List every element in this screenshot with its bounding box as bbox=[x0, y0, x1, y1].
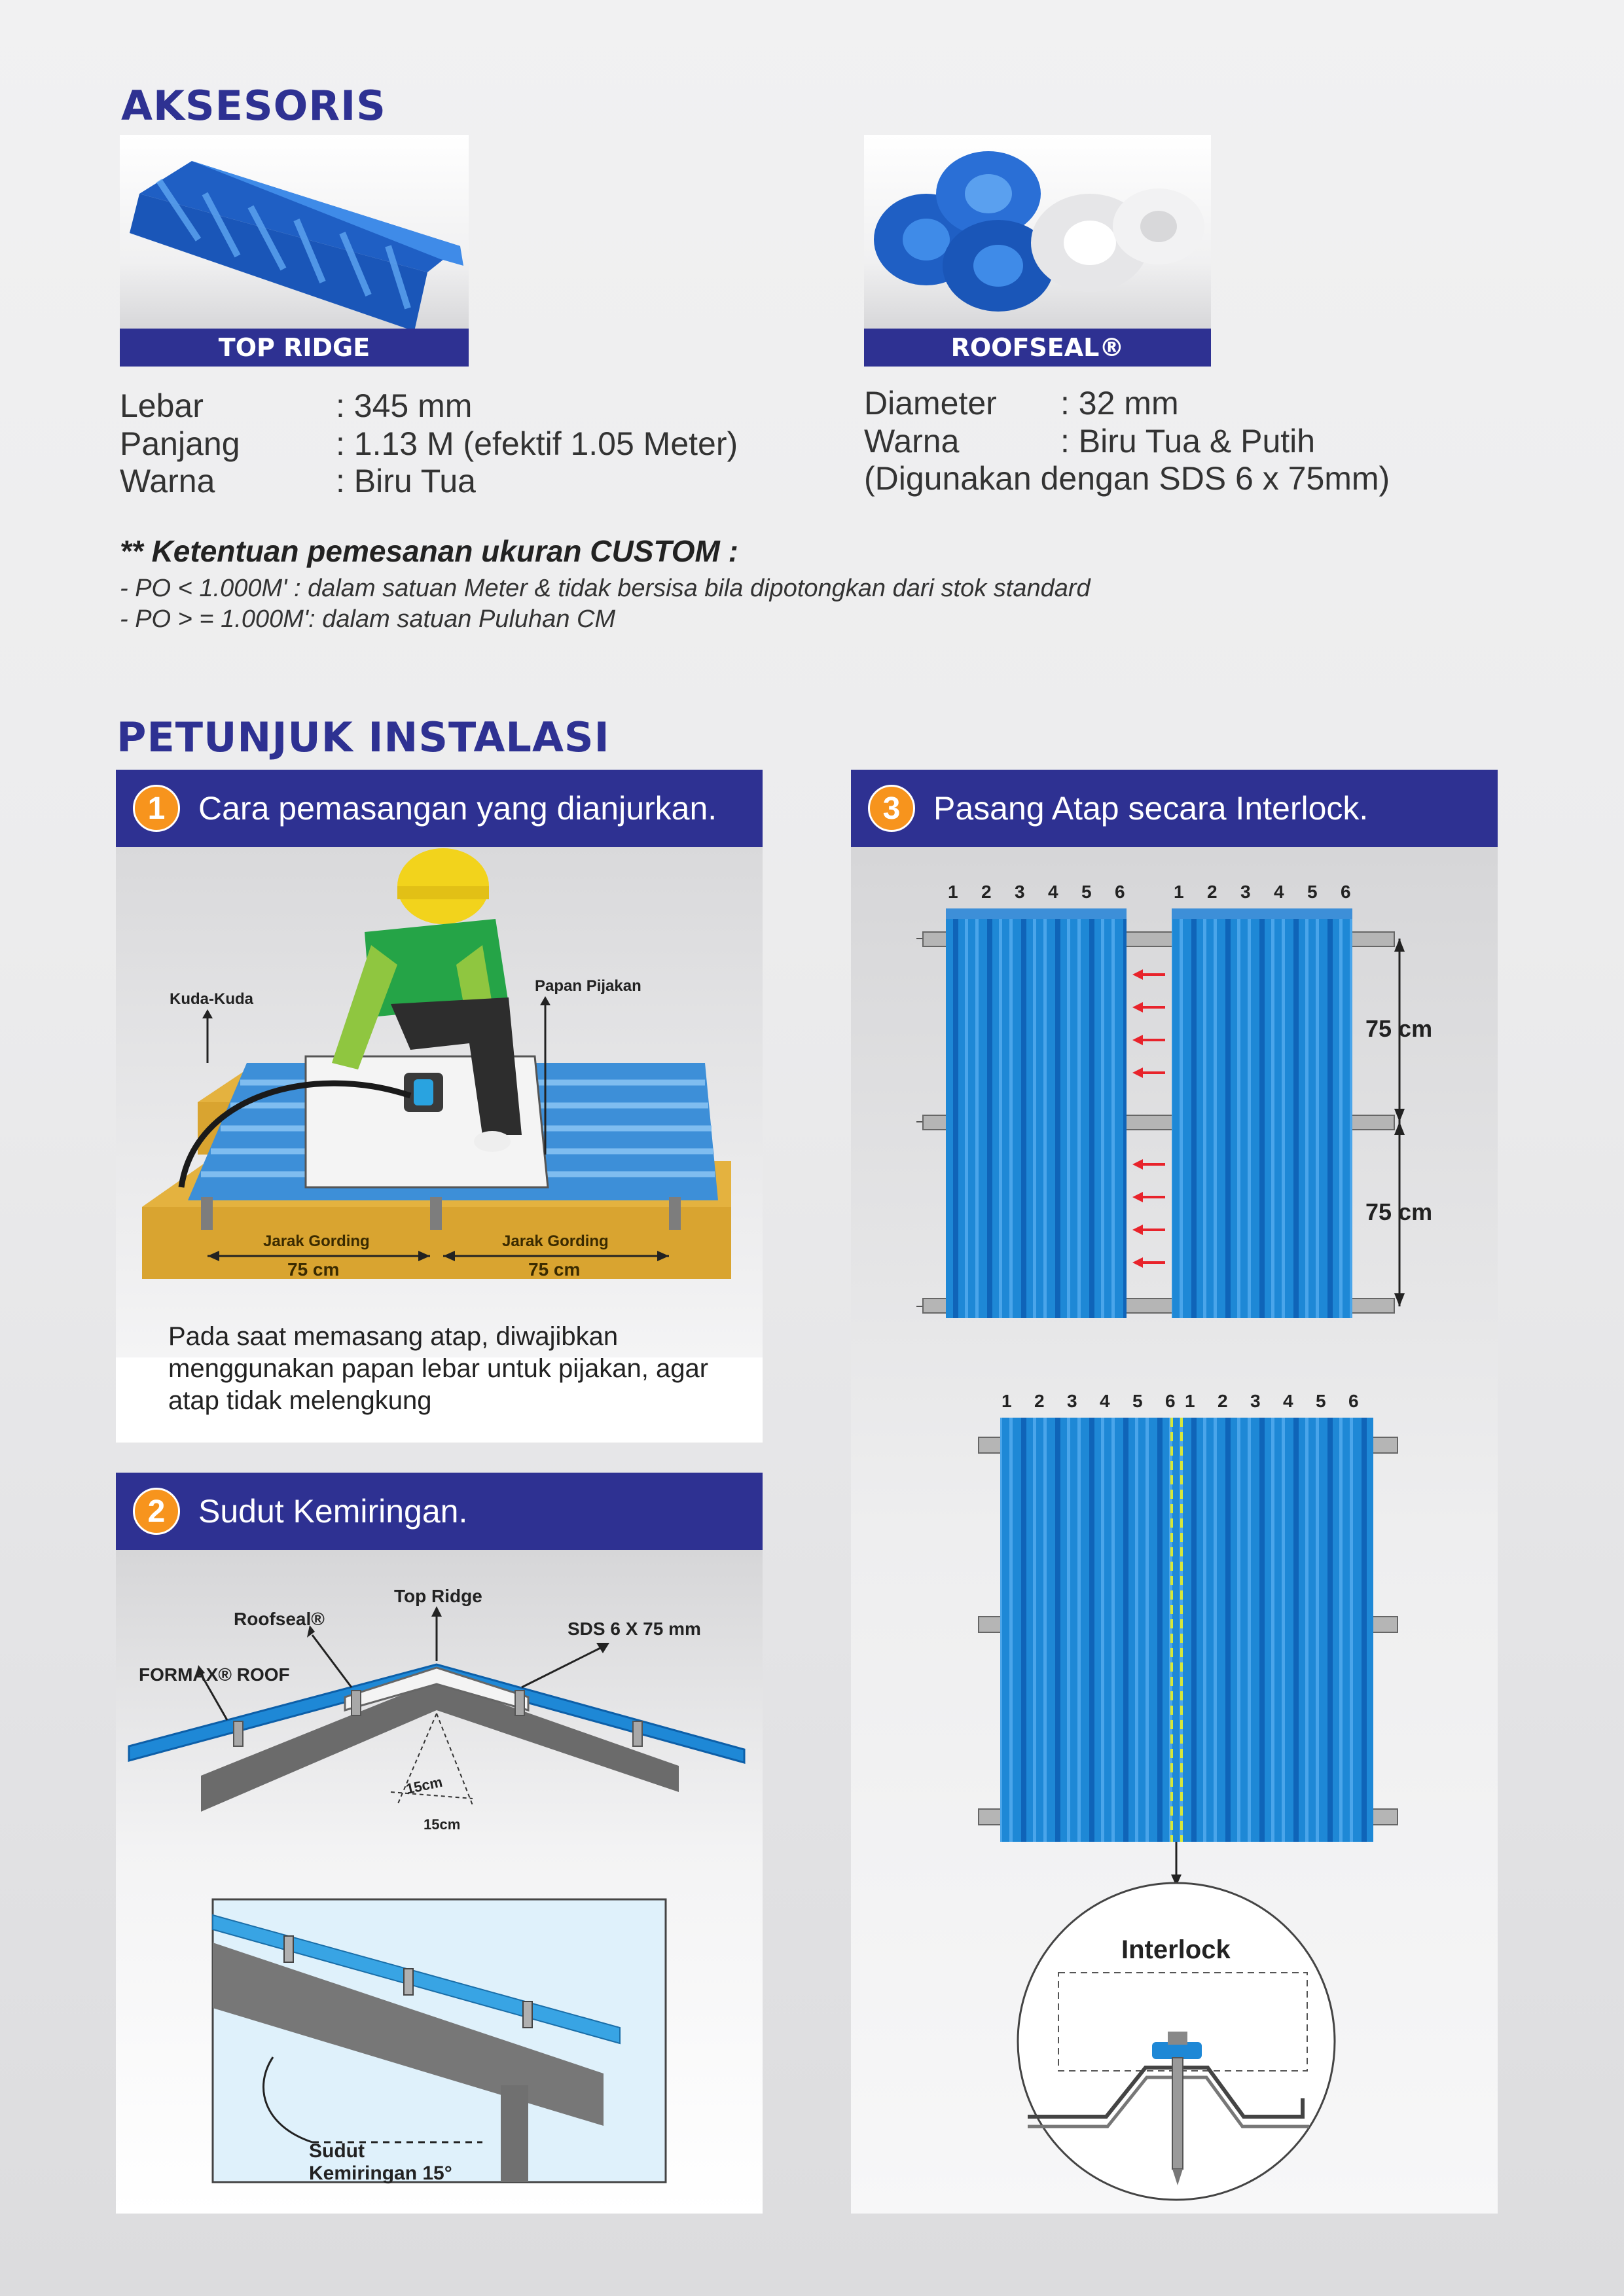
spec-label: Warna bbox=[864, 422, 960, 459]
red-arrow-head bbox=[1132, 969, 1143, 980]
spec-value: : 1.13 M (efektif 1.05 Meter) bbox=[336, 425, 738, 462]
rib-number: 5 bbox=[1316, 1391, 1326, 1411]
label-top-ridge: Top Ridge bbox=[394, 1586, 482, 1606]
spec-value: : 32 mm bbox=[1060, 385, 1179, 422]
step2-illustration bbox=[116, 1550, 763, 2214]
instalasi-title: PETUNJUK INSTALASI bbox=[117, 713, 610, 761]
spec-row bbox=[864, 423, 1390, 461]
rib-number: 5 bbox=[1132, 1391, 1143, 1411]
rib-number: 2 bbox=[981, 882, 992, 902]
aksesoris-title: AKSESORIS bbox=[121, 82, 386, 130]
rib-number: 1 bbox=[1174, 882, 1184, 902]
rib-number: 6 bbox=[1115, 882, 1125, 902]
spec-value: : Biru Tua bbox=[336, 463, 476, 499]
rib-number: 6 bbox=[1348, 1391, 1359, 1411]
label-kuda-kuda: Kuda-Kuda bbox=[170, 990, 253, 1008]
step1-illustration bbox=[116, 847, 763, 1357]
spec-row bbox=[864, 385, 1390, 423]
rib-number: 2 bbox=[1034, 1391, 1045, 1411]
rib-number: 3 bbox=[1240, 882, 1251, 902]
dimension-label: 75 cm bbox=[1365, 1015, 1433, 1042]
step1-header bbox=[116, 770, 763, 847]
red-arrow-head bbox=[1132, 1257, 1143, 1268]
label-formax: FORMAX® ROOF bbox=[139, 1664, 290, 1685]
spec-label: Lebar bbox=[120, 387, 204, 424]
step-number-badge: 3 bbox=[868, 785, 915, 832]
step2-title: Sudut Kemiringan. bbox=[198, 1493, 468, 1530]
step2-header bbox=[116, 1473, 763, 1550]
label-papan-pijakan: Papan Pijakan bbox=[535, 977, 641, 995]
interlock-label: Interlock bbox=[1121, 1935, 1231, 1964]
step1-description: Pada saat memasang atap, diwajibkan menggunakan papan lebar untuk pijakan, agar atap tidak melengkung bbox=[168, 1322, 709, 1415]
rib-number: 3 bbox=[1250, 1391, 1261, 1411]
roofseal-card bbox=[864, 135, 1211, 367]
roofseal-specs bbox=[864, 385, 1390, 498]
custom-note-line: - PO > = 1.000M': dalam satuan Puluhan CM bbox=[120, 605, 616, 633]
custom-note-title: ** Ketentuan pemesanan ukuran CUSTOM : bbox=[120, 534, 738, 568]
rib-number: 5 bbox=[1081, 882, 1092, 902]
label-jarak-gording: Jarak Gording bbox=[263, 1232, 370, 1250]
rib-number: 6 bbox=[1341, 882, 1351, 902]
spec-value: : Biru Tua & Putih bbox=[1060, 422, 1316, 459]
red-arrow-head bbox=[1132, 1002, 1143, 1013]
label-15cm: 15cm bbox=[404, 1773, 444, 1797]
step3-illustration bbox=[851, 847, 1498, 2214]
roofseal-extra: (Digunakan dengan SDS 6 x 75mm) bbox=[864, 460, 1390, 497]
step3-panel bbox=[851, 770, 1498, 2214]
label-sds: SDS 6 X 75 mm bbox=[568, 1619, 701, 1639]
dimension-label: 75 cm bbox=[1365, 1198, 1433, 1225]
label-kemiringan: Kemiringan 15° bbox=[309, 2162, 452, 2184]
custom-note-line: - PO < 1.000M' : dalam satuan Meter & tidak bersisa bila dipotongkan dari stok standard bbox=[120, 575, 1091, 602]
step-number-badge: 1 bbox=[133, 785, 180, 832]
rib-number: 5 bbox=[1307, 882, 1318, 902]
step1-panel bbox=[116, 770, 763, 1443]
rib-number: 4 bbox=[1283, 1391, 1293, 1411]
top-ridge-caption: TOP RIDGE bbox=[120, 329, 469, 367]
spec-row bbox=[120, 387, 738, 425]
rib-number: 4 bbox=[1274, 882, 1284, 902]
label-distance: 75 cm bbox=[528, 1259, 581, 1280]
rib-number: 6 bbox=[1165, 1391, 1176, 1411]
rib-number: 3 bbox=[1067, 1391, 1077, 1411]
label-roofseal: Roofseal® bbox=[234, 1609, 325, 1629]
red-arrow-head bbox=[1132, 1159, 1143, 1170]
rib-number: 1 bbox=[1001, 1391, 1012, 1411]
spec-row bbox=[120, 463, 738, 501]
rib-number: 4 bbox=[1100, 1391, 1110, 1411]
red-arrow-head bbox=[1132, 1067, 1143, 1078]
spec-label: Warna bbox=[120, 463, 215, 499]
step-number-badge: 2 bbox=[133, 1488, 180, 1535]
red-arrow-head bbox=[1132, 1225, 1143, 1235]
rib-number: 1 bbox=[948, 882, 958, 902]
rib-number: 3 bbox=[1015, 882, 1025, 902]
step1-title: Cara pemasangan yang dianjurkan. bbox=[198, 790, 717, 827]
spec-value: : 345 mm bbox=[336, 387, 473, 424]
rib-number: 1 bbox=[1185, 1391, 1195, 1411]
red-arrow-head bbox=[1132, 1192, 1143, 1202]
rib-number: 2 bbox=[1207, 882, 1218, 902]
roofseal-image bbox=[864, 135, 1211, 331]
label-jarak-gording: Jarak Gording bbox=[502, 1232, 609, 1250]
step2-panel bbox=[116, 1473, 763, 2214]
top-ridge-card bbox=[120, 135, 469, 367]
step3-title: Pasang Atap secara Interlock. bbox=[933, 790, 1369, 827]
roofseal-caption: ROOFSEAL® bbox=[864, 329, 1211, 367]
label-distance: 75 cm bbox=[287, 1259, 340, 1280]
label-15cm: 15cm bbox=[424, 1816, 461, 1833]
top-ridge-image bbox=[120, 135, 469, 331]
spec-label: Diameter bbox=[864, 385, 997, 422]
rib-number: 2 bbox=[1218, 1391, 1228, 1411]
top-ridge-specs bbox=[120, 387, 738, 501]
step3-header bbox=[851, 770, 1498, 847]
spec-row bbox=[120, 425, 738, 463]
label-sudut: Sudut bbox=[309, 2140, 365, 2162]
rib-number: 4 bbox=[1048, 882, 1058, 902]
red-arrow-head bbox=[1132, 1035, 1143, 1045]
spec-label: Panjang bbox=[120, 425, 240, 462]
